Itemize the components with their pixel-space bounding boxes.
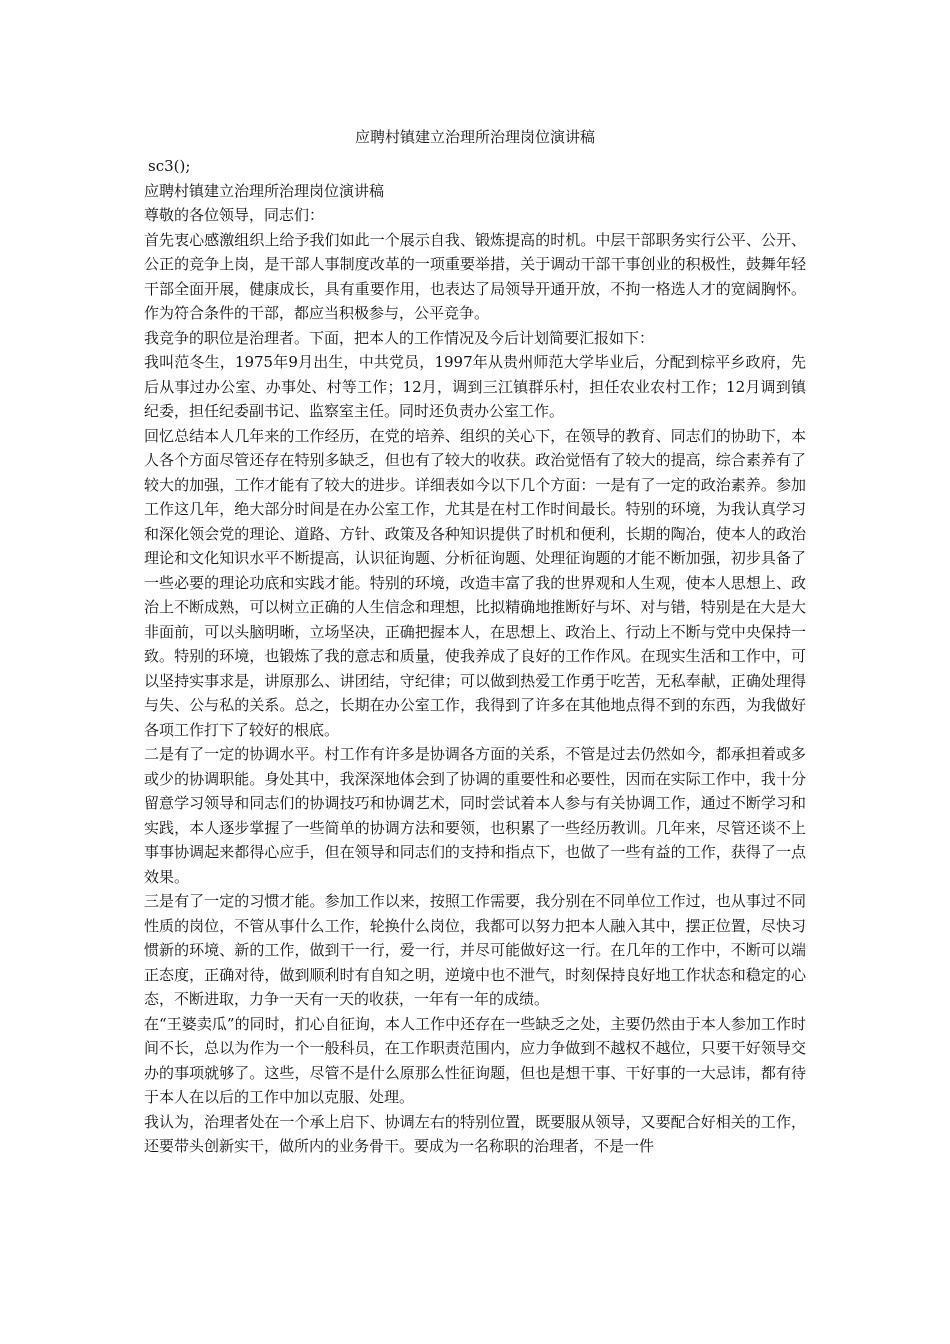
opening-paragraph: 首先衷心感激组织上给予我们如此一个展示自我、锻炼提高的时机。中层干部职务实行公平、公开、公正的竞争上岗，是干部人事制度改革的一项重要举措，关于调动干部干事创业的积极性，鼓舞年轻干部全面开展，健康成长，具有重要作用，也表达了局领导开通开放，不拘一格选人才的宽阔胸怀。作为符合条件的干部，都应当积极参与，公平竞争。 bbox=[144, 230, 806, 322]
document-title: 应聘村镇建立治理所治理岗位演讲稿 bbox=[354, 128, 595, 146]
salutation-paragraph: 尊敬的各位领导，同志们： bbox=[144, 206, 325, 224]
position-intro-paragraph: 我竞争的职位是治理者。下面，把本人的工作情况及今后计划简要汇报如下： bbox=[144, 328, 655, 347]
coordination-paragraph: 二是有了一定的协调水平。村工作有许多是协调各方面的关系，不管是过去仍然如今，都承担着或多或少的协调职能。身处其中，我深深地体会到了协调的重要性和必要性，因而在实际工作中，我十分留意学习领导和同志们的协调技巧和协调艺术，同时尝试着本人参与有关协调工作，通过不断学习和实践，本人逐步掌握了一些简单的协调方法和要领，也积累了一些经历教训。几年来，尽管还谈不上事事协调起来都得心应手，但在领导和同志们的支持和指点下，也做了一些有益的工作，获得了一点效果。 bbox=[144, 745, 806, 886]
document-body bbox=[144, 154, 806, 1159]
shortcomings-paragraph: 在“王婆卖瓜”的同时，扪心自征询，本人工作中还存在一些缺乏之处，主要仍然由于本人参加工作时间不长，总以为作为一个一般科员，在工作职责范围内，应力争做到不越权不越位，只要干好领导交办的事项就够了。这些，尽管不是什么原那么性征询题，但也是想干事、干好事的一大忌讳，都有待于本人在以后的工作中加以克服、处理。 bbox=[144, 1014, 806, 1106]
experience-summary-paragraph: 回忆总结本人几年来的工作经历，在党的培养、组织的关心下，在领导的教育、同志们的协助下，本人各个方面尽管还存在特别多缺乏，但也有了较大的收获。政治觉悟有了较大的提高，综合素养有了较大的加强，工作才能有了较大的进步。详细表如今以下几个方面：一是有了一定的政治素养。参加工作这几年，绝大部分时间是在办公室工作，尤其是在村工作时间最长。特别的环境，为我认真学习和深化领会党的理论、道路、方针、政策及各种知识提供了时机和便利，长期的陶冶，使本人的政治理论和文化知识水平不断提高，认识征询题、分析征询题、处理征询题的才能不断加强，初步具备了一些必要的理论功底和实践才能。特别的环境，改造丰富了我的世界观和人生观，使本人思想上、政治上不断成熟，可以树立正确的人生信念和理想，比拟精确地推断好与坏、对与错，特别是在大是大非面前，可以头脑明晰，立场坚决，正确把握本人，在思想上、政治上、行动上不断与党中央保持一致。特别的环境，也锻炼了我的意志和质量，使我养成了良好的工作作风。在现实生活和工作中，可以坚持实事求是，讲原那么、讲团结，守纪律；可以做到热爱工作勇于吃苦，无私奉献，正确处理得与失、公与私的关系。总之，长期在办公室工作，我得到了许多在其他地点得不到的东西，为我做好各项工作打下了较好的根底。 bbox=[144, 426, 806, 739]
adaptability-paragraph: 三是有了一定的习惯才能。参加工作以来，按照工作需要，我分别在不同单位工作过，也从事过不同性质的岗位，不管从事什么工作，轮换什么岗位，我都可以努力把本人融入其中，摆正位置，尽快习惯新的环境、新的工作，做到干一行，爱一行，并尽可能做好这一行。在几年的工作中，不断可以端正态度，正确对待，做到顺利时有自知之明，逆境中也不泄气，时刻保持良好地工作状态和稳定的心态，不断进取，力争一天有一天的收获，一年有一年的成绩。 bbox=[144, 892, 806, 1008]
role-view-paragraph: 我认为，治理者处在一个承上启下、协调左右的特别位置，既要服从领导，又要配合好相关的工作，还要带头创新实干，做所内的业务骨干。要成为一名称职的治理者，不是一件 bbox=[144, 1112, 806, 1155]
code-snippet-line: sc3(); bbox=[148, 157, 191, 175]
personal-background-paragraph: 我叫范冬生，1975年9月出生，中共党员，1997年从贵州师范大学毕业后，分配到棕平乡政府，先后从事过办公室、办事处、村等工作；12月，调到三江镇群乐村，担任农业农村工作；12月调到镇纪委，担任纪委副书记、监察室主任。同时还负责办公室工作。 bbox=[144, 353, 806, 420]
repeated-title-paragraph: 应聘村镇建立治理所治理岗位演讲稿 bbox=[144, 181, 385, 200]
